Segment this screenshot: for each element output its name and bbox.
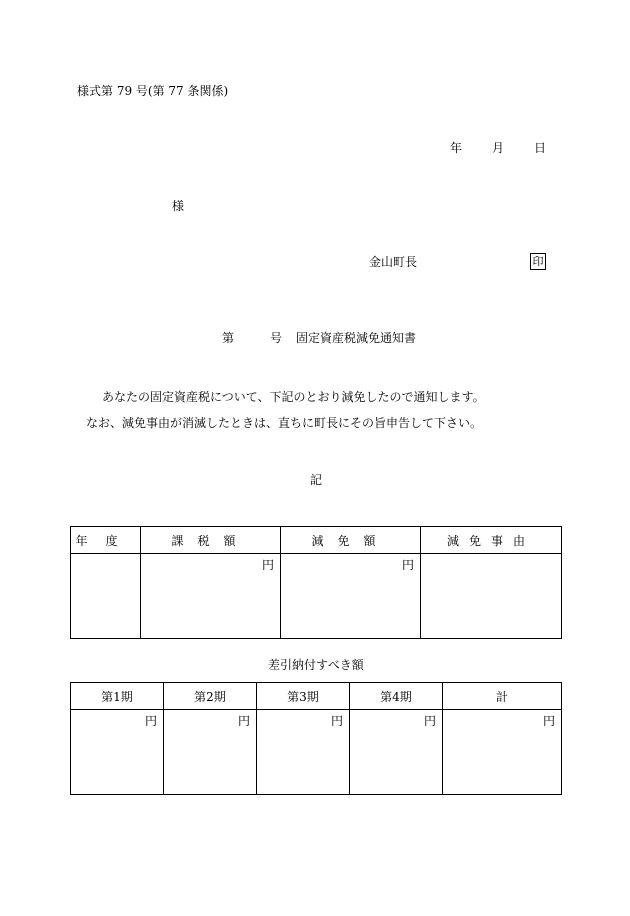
day-label: 日	[534, 141, 547, 155]
payment-table	[70, 682, 562, 795]
cell-period-3[interactable]: 円	[257, 710, 350, 795]
title-prefix: 第	[222, 331, 235, 345]
seal-mark: 印	[530, 253, 546, 270]
ki-heading: 記	[310, 473, 323, 487]
cell-period-4[interactable]: 円	[350, 710, 443, 795]
header-fiscal-year: 年度	[71, 527, 141, 554]
header-reduction-amount: 減免額	[281, 527, 421, 554]
cell-period-2[interactable]: 円	[164, 710, 257, 795]
cell-reduction-reason[interactable]	[421, 554, 562, 639]
cell-tax-amount[interactable]: 円	[141, 554, 281, 639]
date-line	[450, 142, 546, 154]
month-label: 月	[492, 141, 505, 155]
document-title	[222, 332, 416, 344]
title-text: 固定資産税減免通知書	[296, 331, 417, 345]
reduction-header-row	[71, 527, 562, 554]
header-period-4: 第4期	[350, 683, 443, 710]
header-period-1: 第1期	[71, 683, 164, 710]
cell-fiscal-year[interactable]	[71, 554, 141, 639]
body-line-2: なお、減免事由が消滅したときは、直ちに町長にその旨申告して下さい。	[86, 416, 483, 430]
cell-total[interactable]: 円	[443, 710, 562, 795]
title-number-suffix: 号	[270, 331, 283, 345]
cell-period-1[interactable]: 円	[71, 710, 164, 795]
header-tax-amount: 課税額	[141, 527, 281, 554]
addressee-suffix: 様	[172, 199, 185, 213]
header-period-2: 第2期	[164, 683, 257, 710]
reduction-value-row	[71, 554, 562, 639]
header-reduction-reason: 減免事由	[421, 527, 562, 554]
issuer-name: 金山町長	[369, 255, 418, 269]
form-number: 様式第 79 号(第 77 条関係)	[77, 84, 229, 98]
body-line-1: あなたの固定資産税について、下記のとおり減免したので通知します。	[102, 390, 485, 404]
payment-title: 差引納付すべき額	[268, 658, 364, 672]
cell-reduction-amount[interactable]: 円	[281, 554, 421, 639]
payment-header-row	[71, 683, 562, 710]
header-period-3: 第3期	[257, 683, 350, 710]
reduction-table	[70, 526, 562, 639]
header-total: 計	[443, 683, 562, 710]
payment-value-row	[71, 710, 562, 795]
year-label: 年	[450, 141, 463, 155]
